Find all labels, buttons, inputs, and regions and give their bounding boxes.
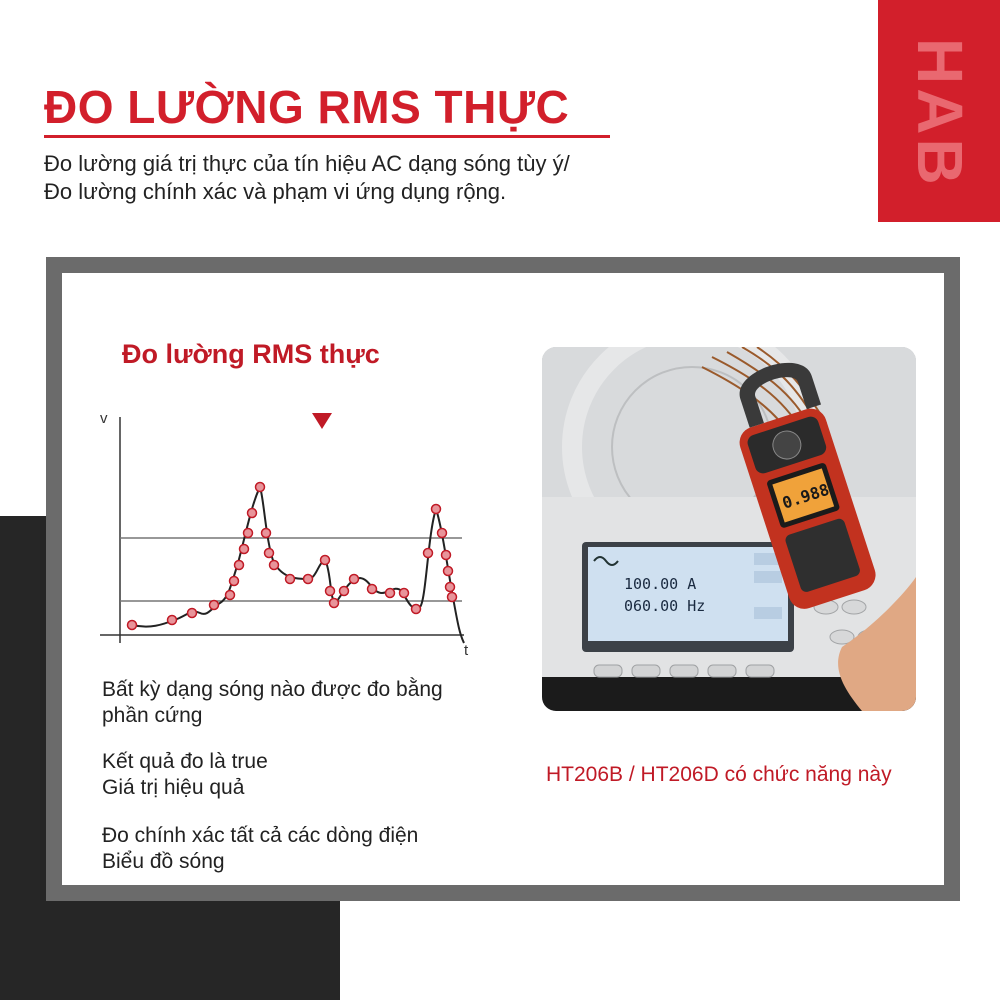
feature-1-line-1: Bất kỳ dạng sóng nào được đo bằng [102,678,443,701]
page-title: ĐO LƯỜNG RMS THỰC [44,81,570,133]
feature-2 [102,749,268,801]
meter-reading: 0.988 [779,479,832,513]
calibrator-scene [542,347,916,711]
feature-2-line-1: Kết quả đo là true [102,750,268,773]
x-axis-label: t [464,642,469,659]
product-photo [542,347,916,711]
subtitle-line-1: Đo lường giá trị thực của tín hiệu AC dạng sóng tùy ý/ [44,151,570,176]
brand-logo: HAB [904,37,976,189]
brand-strip [878,0,1000,222]
waveform-curve [132,487,464,643]
feature-3-line-2: Biểu đồ sóng [102,850,225,873]
feature-3-line-1: Đo chính xác tất cả các dòng điện [102,824,419,847]
waveform-diagram [92,403,492,663]
lcd-current-value: 100.00 A [624,575,697,593]
feature-1-line-2: phần cứng [102,704,203,727]
down-triangle-icon [312,413,332,429]
title-underline [44,135,610,138]
feature-3 [102,823,418,875]
chart-title: Đo lường RMS thực [122,339,380,369]
y-axis-label: v [100,410,108,427]
subtitle-line-2: Đo lường chính xác và phạm vi ứng dụng rộng. [44,179,507,204]
subtitle [44,150,570,206]
content-panel-inner [62,273,944,885]
lcd-frequency-value: 060.00 Hz [624,597,706,615]
feature-1 [102,677,443,729]
feature-2-line-2: Giá trị hiệu quả [102,776,245,799]
product-caption: HT206B / HT206D có chức năng này [546,763,892,786]
content-panel [46,257,960,901]
sample-points [128,483,457,630]
